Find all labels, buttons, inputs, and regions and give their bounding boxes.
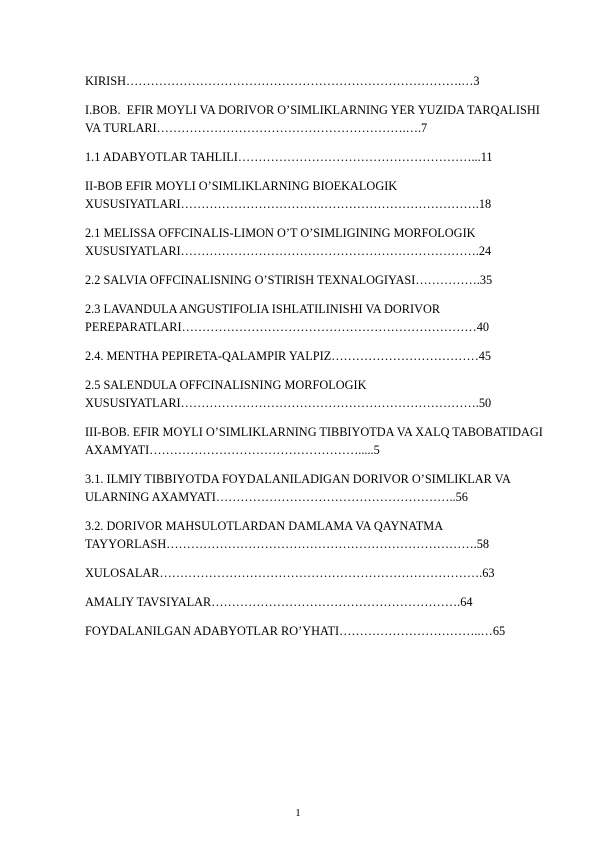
toc-entry-2-2: 2.2 SALVIA OFFCINALISNING O’STIRISH TEXNALOGIYASI…………….35 (85, 273, 493, 287)
toc-entry-chapter-2: II-BOB EFIR MOYLI O’SIMLIKLARNING BIOEKALOGIK XUSUSIYATLARI……………………………………………………………….18 (85, 179, 492, 211)
toc-entry-3-2: 3.2. DORIVOR MAHSULOTLARDAN DAMLAMA VA QAYNATMA TAYYORLASH………………………………………………………………….58 (85, 519, 490, 551)
toc-entry-2-3: 2.3 LAVANDULA ANGUSTIFOLIA ISHLATILINISHI VA DORIVOR PEREPARATLARI………………………………………………………………40 (85, 302, 489, 334)
toc-entry-2-4: 2.4. MENTHA PEPIRETA-QALAMPIR YALPIZ………………………………45 (85, 349, 492, 363)
toc-entry-1-1: 1.1 ADABYOTLAR TAHLILI…………………………………………………...11 (85, 150, 493, 164)
toc-entry-3-1: 3.1. ILMIY TIBBIYOTDA FOYDALANILADIGAN DORIVOR O’SIMLIKLAR VA ULARNING AXAMYATI…………………………………………………..56 (85, 472, 514, 504)
toc-entry-chapter-1: I.BOB. EFIR MOYLI VA DORIVOR O’SIMLIKLARNING YER YUZIDA TARQALISHI VA TURLARI…………………………………………………….….7 (85, 103, 543, 135)
toc-entry-2-1: 2.1 MELISSA OFFCINALIS-LIMON O’T O’SIMLIGINING MORFOLOGIK XUSUSIYATLARI……………………………………………………………….24 (85, 226, 492, 258)
toc-entry-chapter-3: III-BOB. EFIR MOYLI O’SIMLIKLARNING TIBBIYOTDA VA XALQ TABOBATIDAGI AXAMYATI…………………………………………….....5 (85, 425, 546, 457)
toc-entry-xulosalar: XULOSALAR…………………………………………………………………….63 (85, 566, 495, 580)
table-of-contents (85, 72, 557, 651)
toc-entry-adabyotlar: FOYDALANILGAN ADABYOTLAR RO’YHATI……………………………..…65 (85, 624, 506, 638)
toc-entry-2-5: 2.5 SALENDULA OFFCINALISNING MORFOLOGIK XUSUSIYATLARI……………………………………………………………….50 (85, 378, 492, 410)
toc-entry-kirish: KIRISH……………………………………………………………………….…3 (85, 74, 480, 88)
page-number: 1 (295, 807, 301, 819)
toc-entry-amaliy-tavsiyalar: AMALIY TAVSIYALAR…………………………………………………….64 (85, 595, 473, 609)
